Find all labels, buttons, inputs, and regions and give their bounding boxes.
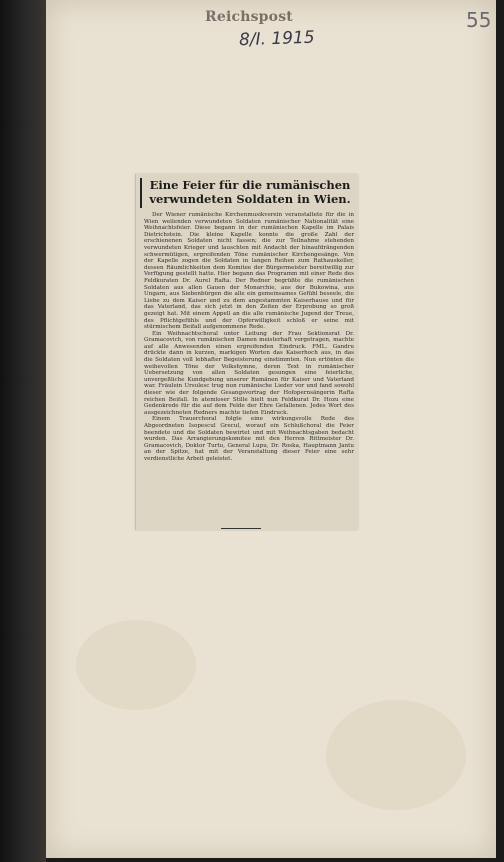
scan-border xyxy=(0,0,46,862)
handwritten-date: 8/I. 1915 xyxy=(238,27,315,51)
archive-page xyxy=(46,0,496,858)
end-rule xyxy=(221,528,261,529)
newspaper-clipping xyxy=(135,174,358,530)
article-headline: Eine Feier für die rumänischen verwundeten Soldaten in Wien. xyxy=(149,178,351,206)
newspaper-stamp: Reichspost xyxy=(205,9,293,25)
paper-stain xyxy=(326,700,466,810)
page-number: 55 xyxy=(466,8,492,32)
article-body xyxy=(144,212,354,463)
article-paragraph: Einem Trauerchoral folgte eine wirkungsvolle Rede des Abgeordneten Isopescul Grecul, worauf ein Schlußchoral die Feier beendete und die Soldaten bewirtet und mit Weihnachtsgaben bedacht wurden. Das Arrangierungskomitee mit den Herren Rittmeister Dr. Gramacovich, Doktor Turtu, General Lupu, Dr. Roska, Hauptmann Jantu an der Spitze, hat mit der Veranstaltung dieser Feier eine sehr verdienstliche Arbeit geleistet. xyxy=(144,416,354,462)
article-paragraph: Der Wiener rumänische Kirchenmusikverein veranstaltete für die in Wien weilenden verwundeten Soldaten rumänischer Nationalität eine Weihnachtsfeier. Diese begann in der rumänischen Kapelle im Palais Dietrichstein. Die kleine Kapelle konnte die große Zahl der erschienenen Soldaten nicht fassen; die zur Teilnahme stehenden verwundeten Krieger und lauschten mit Andacht der hinaufdrängenden schwermütigen, ergreifenden Töne rumänischer Kirchengesänge. Von der Kapelle zogen die Soldaten in langen Reihen zum Rathauskeller, dessen Räumlichkeiten dem Komitee der Bürgermeister bereitwillig zur Verfügung gestellt hatte. Hier begann das Programm mit einer Rede des Feldkuraten Dr. Aurel Rafta. Der Redner begrüßte die rumänischen Soldaten aus allen Gauen der Monarchie, aus der Bukowina, aus Ungarn, aus Siebenbürgen die alle ein gemeinsames Gefühl beseele, die Liebe zu dem Kaiser und zu dem angestammten Kaiserhause und für das Vaterland, das sich jetzt in den Zeiten der Erprobung so groß gezeigt hat. Mit einem Appell an die alle rumänische Jugend der Treue, des Pflichtgefühls und der Opferwilligkeit schloß er seine mit stürmischem Beifall aufgenommene Rede. xyxy=(144,212,354,331)
headline-rule xyxy=(140,178,142,208)
paper-stain xyxy=(76,620,196,710)
article-paragraph: Ein Weihnachtschoral unter Leitung der Frau Sektionsrat Dr. Gramacovich, von rumänischen Damen meisterhaft vorgetragen, machte auf alle Anwesenden einen ergreifenden Eindruck. FML. Gandru drückte dann in kurzen, markigen Worten das Kaiserhoch aus, in das die Soldaten voll lebhafter Begeisterung einstimmten. Nun ertönten die weihevollen Töne der Volkshymne, deren Text in rumänischer Uebersetzung von allen Soldaten gesungen eine feierliche, unvergeßliche Kundgebung unserer Rumänen für Kaiser und Vaterland war. Fräulein Ursulesc trug nun rumänische Lieder vor und fand sowohl dieser wie der folgende Gesangsvortrag der Hofopernsängerin Rafta reichen Beifall. In atemloser Stille hielt nun Feldkurat Dr. Hozu eine Gedenkrede für die auf dem Felde der Ehre Gefallenen. Jedes Wort des ausgezeichneten Redners machte tiefen Eindruck. xyxy=(144,330,354,416)
